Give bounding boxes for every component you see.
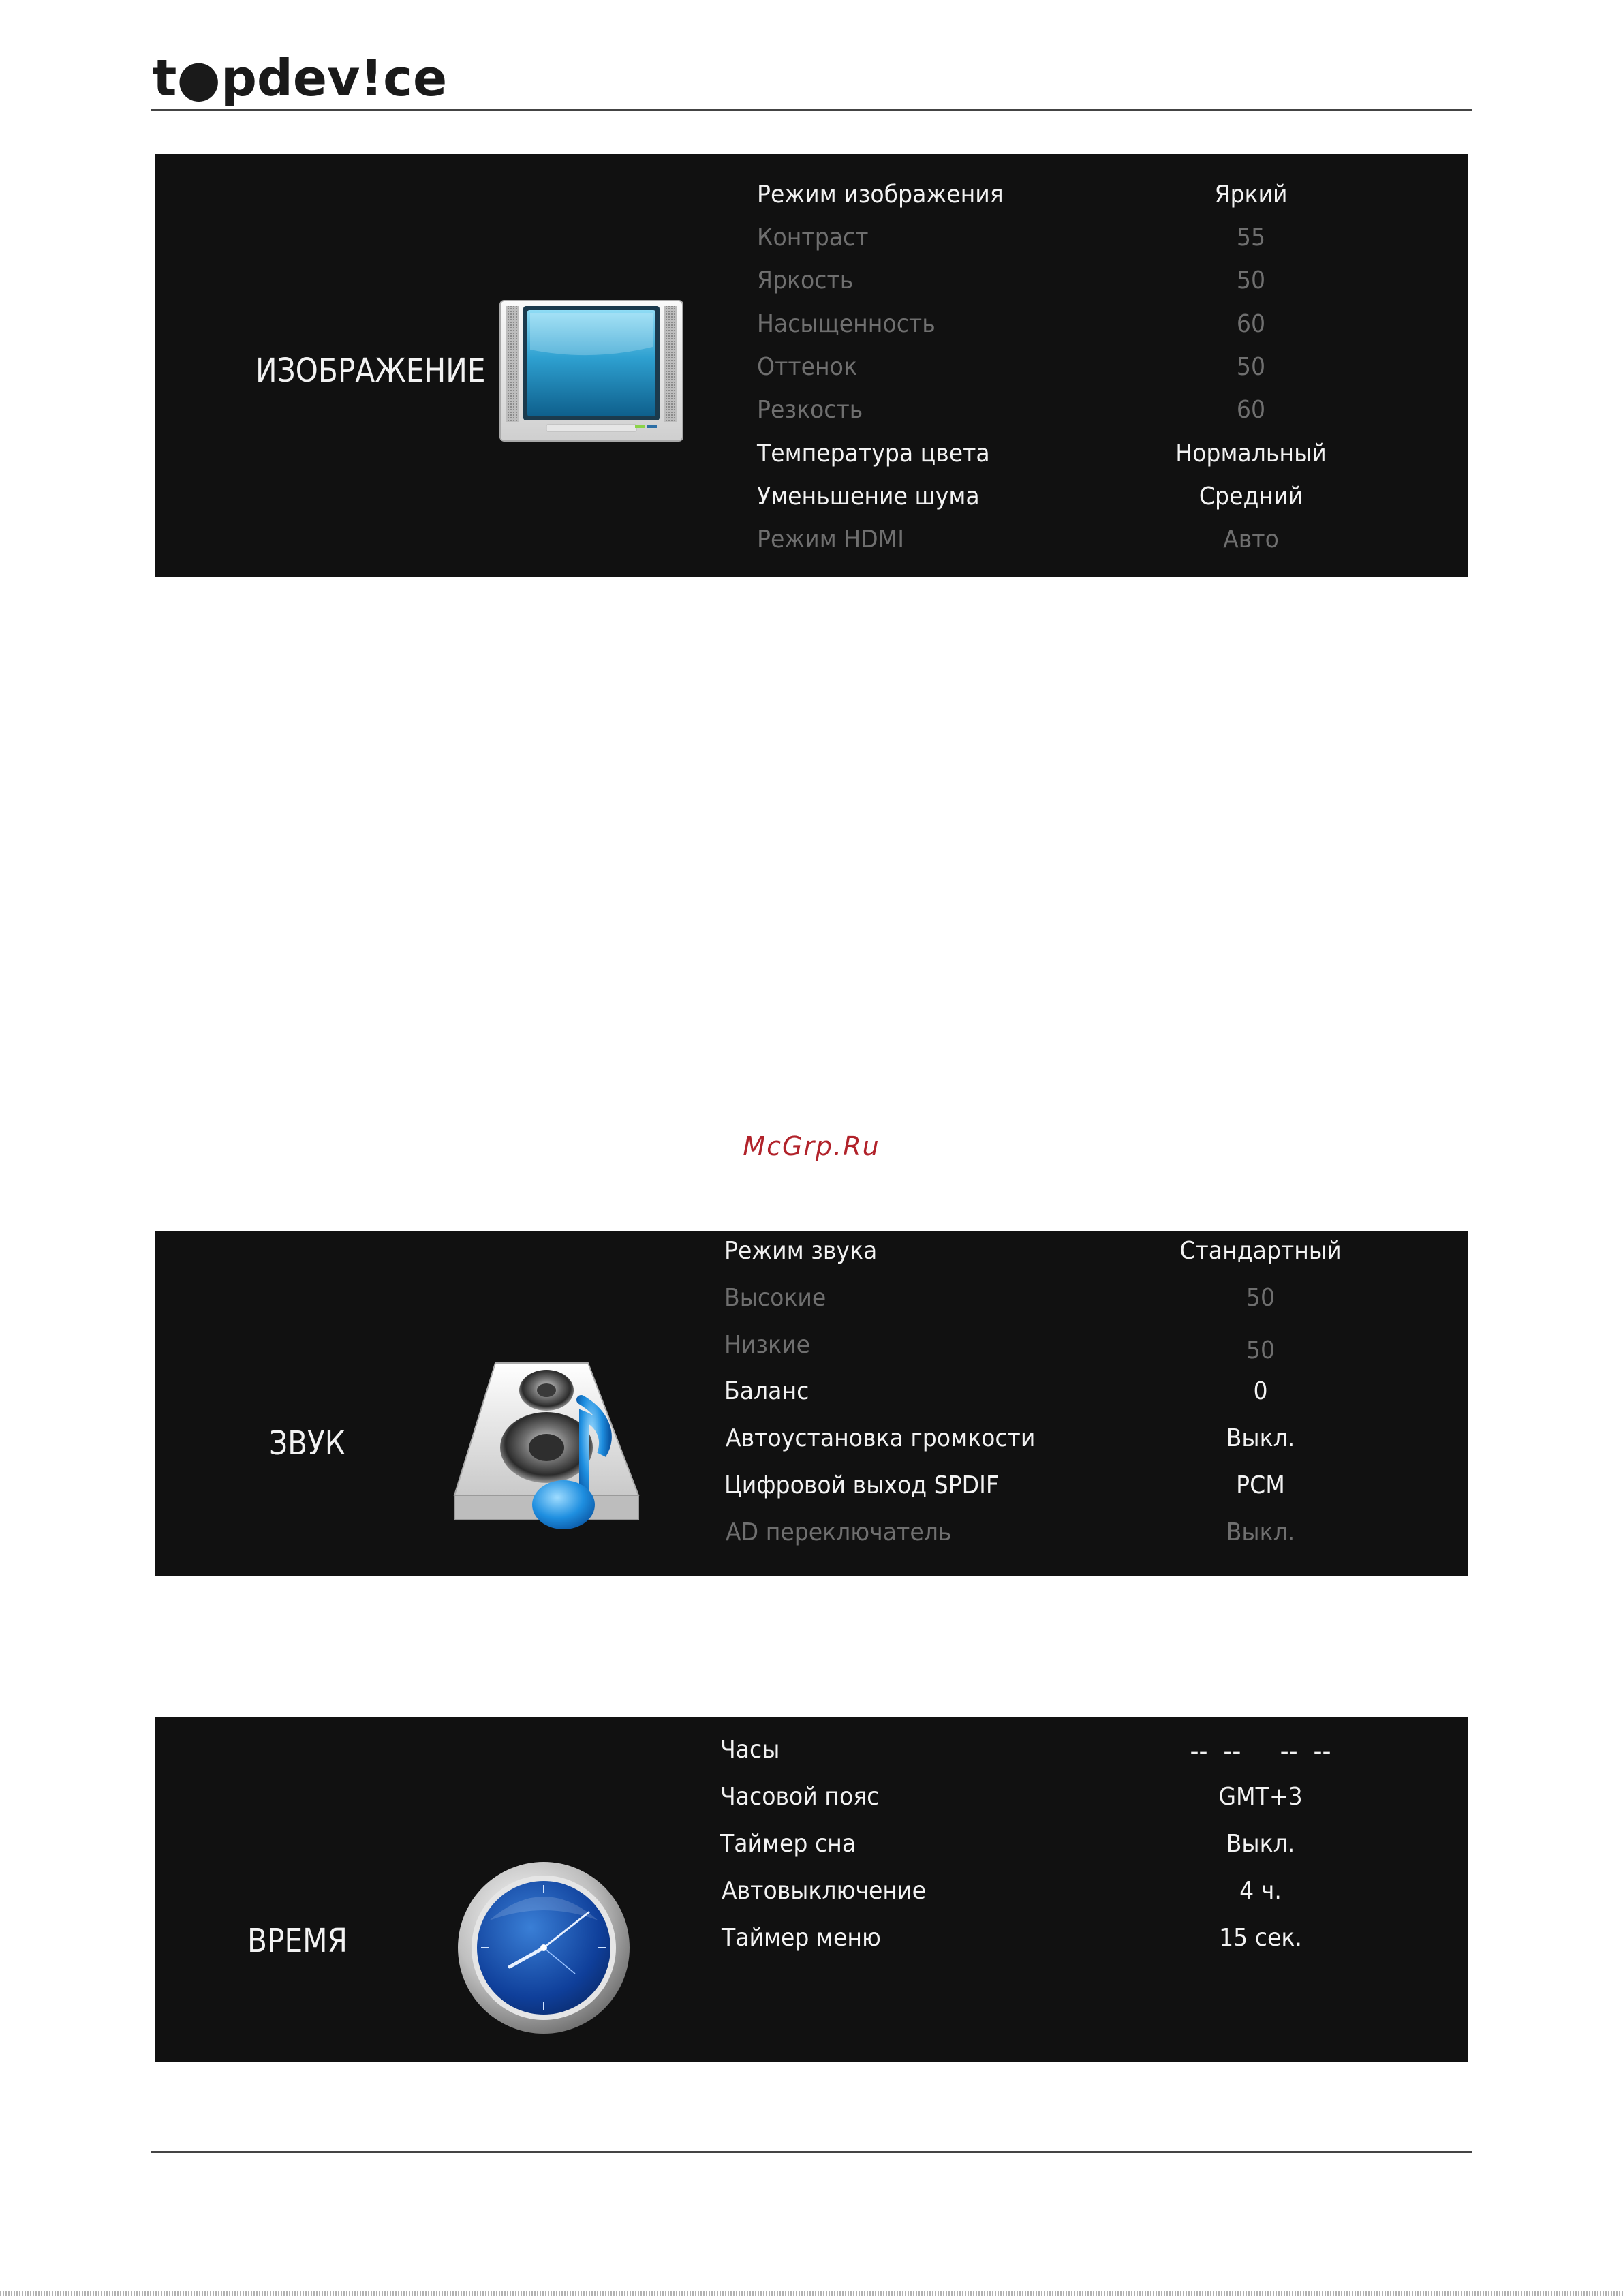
picture-row-value: Авто [1223, 525, 1279, 553]
picture-row-label[interactable]: Температура цвета [757, 440, 990, 468]
sound-row-value: Выкл. [1226, 1518, 1295, 1546]
sound-row-value[interactable]: Выкл. [1226, 1424, 1295, 1452]
sound-row-label[interactable]: Баланс [724, 1377, 809, 1405]
picture-row-label: Яркость [757, 266, 854, 294]
sound-row-label[interactable]: Режим звука [724, 1237, 878, 1265]
sound-row-value: 50 [1246, 1336, 1276, 1364]
picture-row-label: Насыщенность [757, 310, 936, 338]
time-row-label[interactable]: Таймер сна [720, 1830, 856, 1858]
time-row-label[interactable]: Часы [720, 1736, 780, 1764]
sound-row-value[interactable]: Стандартный [1179, 1237, 1342, 1265]
time-row-value[interactable]: GMT+3 [1218, 1783, 1303, 1811]
picture-row-value: 50 [1236, 266, 1266, 294]
header-rule [151, 109, 1472, 111]
picture-menu-panel [155, 154, 1468, 577]
picture-row-value: 60 [1236, 396, 1266, 424]
picture-section-title: ИЗОБРАЖЕНИЕ [256, 352, 486, 390]
picture-row-value: 55 [1236, 224, 1266, 251]
picture-row-label[interactable]: Уменьшение шума [757, 483, 980, 510]
tv-monitor-icon [499, 299, 684, 442]
picture-row-label: Режим HDMI [757, 525, 904, 553]
sound-row-label: Низкие [724, 1331, 810, 1359]
logo-text: t●pdev!ce [153, 49, 448, 108]
picture-row-value: 60 [1236, 310, 1266, 338]
time-row-label[interactable]: Таймер меню [722, 1924, 881, 1952]
sound-row-value[interactable]: 0 [1253, 1377, 1268, 1405]
time-section-title: ВРЕМЯ [247, 1922, 347, 1960]
time-row-value[interactable]: Выкл. [1226, 1830, 1295, 1858]
time-row-label[interactable]: Автовыключение [722, 1877, 926, 1905]
sound-row-label[interactable]: Цифровой выход SPDIF [724, 1471, 999, 1499]
sound-menu-panel [155, 1231, 1468, 1576]
picture-row-label[interactable]: Режим изображения [757, 181, 1004, 209]
time-row-value[interactable]: 15 сек. [1219, 1924, 1302, 1952]
topdevice-logo [153, 49, 448, 108]
picture-row-label: Оттенок [757, 353, 857, 381]
picture-row-value[interactable]: Нормальный [1175, 440, 1327, 468]
picture-row-value[interactable]: Средний [1199, 483, 1303, 510]
picture-row-label: Контраст [757, 224, 869, 251]
clock-value[interactable]: -- -- -- -- [1190, 1738, 1331, 1766]
footer-rule [151, 2151, 1472, 2153]
sound-row-label: AD переключатель [726, 1518, 952, 1546]
speaker-music-note-icon [448, 1359, 652, 1537]
time-row-value[interactable]: 4 ч. [1239, 1877, 1282, 1905]
picture-row-label: Резкость [757, 396, 863, 424]
time-row-label[interactable]: Часовой пояс [720, 1783, 880, 1811]
watermark-text: McGrp.Ru [743, 1131, 880, 1161]
clock-icon [455, 1859, 632, 2036]
page-edge [0, 2291, 1623, 2296]
picture-row-value[interactable]: Яркий [1214, 181, 1288, 209]
sound-row-value: 50 [1246, 1284, 1276, 1312]
picture-row-value: 50 [1236, 353, 1266, 381]
sound-row-value[interactable]: PCM [1236, 1471, 1285, 1499]
sound-row-label[interactable]: Автоустановка громкости [726, 1424, 1036, 1452]
sound-row-label: Высокие [724, 1284, 826, 1312]
time-menu-panel [155, 1717, 1468, 2062]
sound-section-title: ЗВУК [269, 1424, 345, 1463]
